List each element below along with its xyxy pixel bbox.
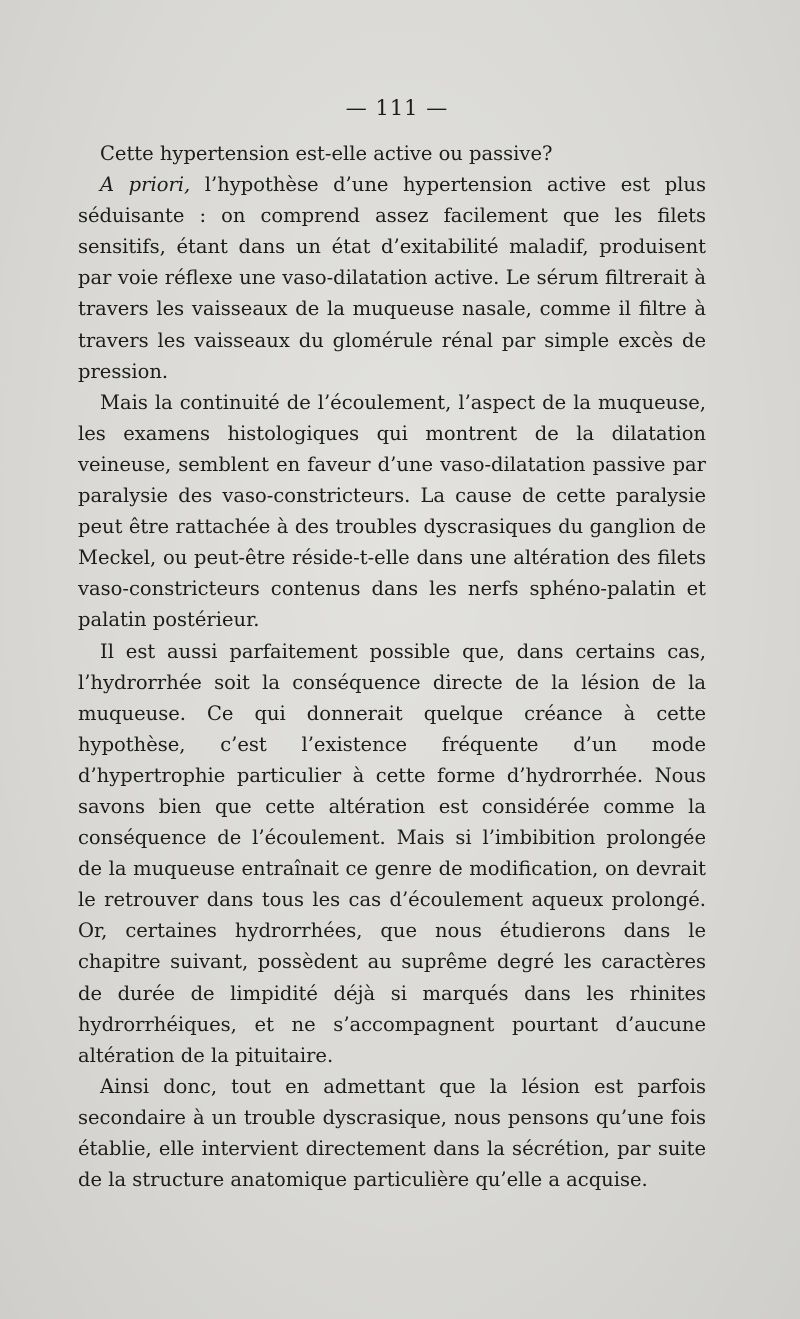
paragraph-a-priori [78, 169, 706, 387]
book-page [78, 96, 706, 1195]
paragraph-hydrorrhee: Il est aussi parfaitement possible que, dans certains cas, l’hydrorrhée soit la conséquence directe de la lésion de la muqueuse. Ce qui donnerait quelque créance à cette hypothèse, c’est l’existence fréquente d’un mode d’hypertrophie particulier à cette forme d’hydrorrhée. Nous savons bien que cette altération est considérée comme la conséquence de l’écoulement. Mais si l’imbibition prolongée de la muqueuse entraînait ce genre de modification, on devrait le retrouver dans tous les cas d’écoulement aqueux prolongé. Or, certaines hydrorrhées, que nous étudierons dans le chapitre suivant, possèdent au suprême degré les caractères de durée de limpidité déjà si marqués dans les rhinites hydrorrhéiques, et ne s’accompagnent pourtant d’aucune altération de la pituitaire. [78, 639, 706, 1067]
page-number: — 111 — [345, 96, 449, 120]
paragraph-conclusion: Ainsi donc, tout en admettant que la lésion est parfois secondaire à un trouble dyscrasique, nous pensons qu’une fois établie, elle intervient directement dans la sécrétion, par suite de la structure anatomique particulière qu’elle a acquise. [78, 1074, 706, 1192]
italic-lead: A priori, [100, 173, 191, 197]
paragraph-continuite: Mais la continuité de l’écoulement, l’aspect de la muqueuse, les examens histologiques qui montrent de la dilatation veineuse, semblent en faveur d’une vaso-dilatation passive par paralysie des vaso-constricteurs. La cause de cette paralysie peut être rattachée à des troubles dyscrasiques du ganglion de Meckel, ou peut-être réside-t-elle dans une altération des filets vaso-constricteurs contenus dans les nerfs sphéno-palatin et palatin postérieur. [78, 390, 706, 632]
paragraph-body: l’hypothèse d’une hypertension active est plus séduisante : on comprend assez facilement que les filets sensitifs, étant dans un état d’exitabilité maladif, produisent par voie réflexe une vaso-dilatation active. Le sérum filtrerait à travers les vaisseaux de la muqueuse nasale, comme il filtre à travers les vaisseaux du glomérule rénal par simple excès de pression. [78, 173, 706, 383]
paragraph-question: Cette hypertension est-elle active ou passive? [100, 142, 553, 165]
